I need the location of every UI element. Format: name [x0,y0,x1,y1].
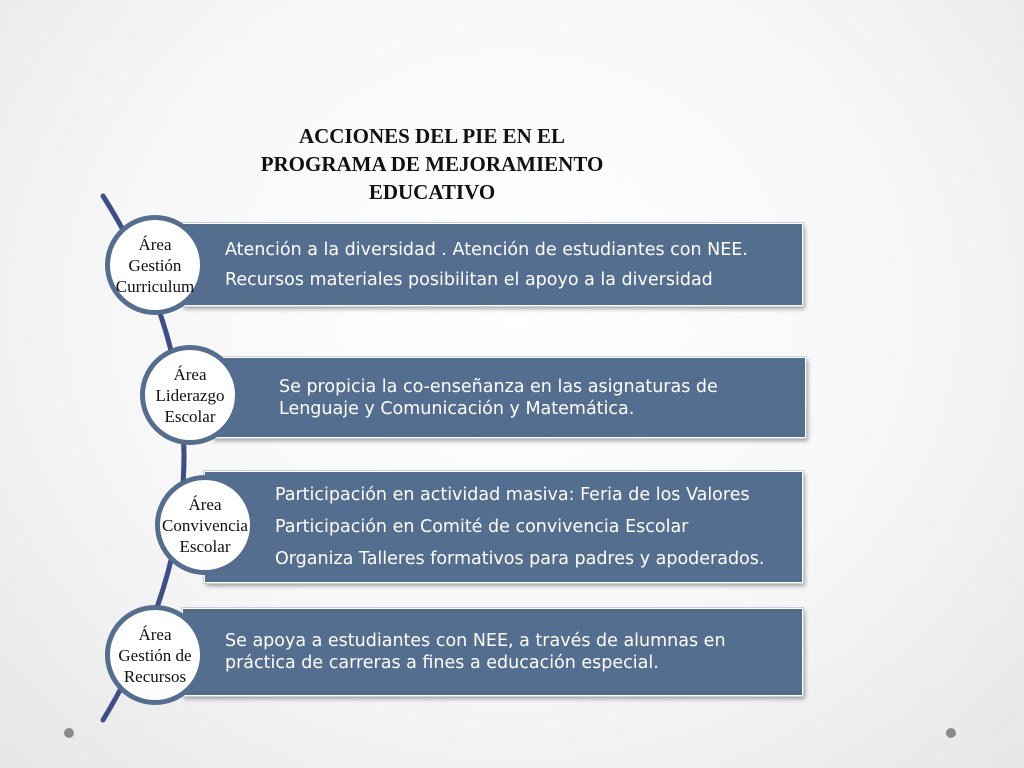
title-line: ACCIONES DEL PIE EN EL [298,124,566,148]
circle-label-line: Curriculum [115,276,195,296]
circle-label-line: Área [188,494,222,514]
area-circle-gestion-recursos [105,605,205,705]
bar-item: Recursos materiales posibilitan el apoyo a la diversidad [225,269,713,290]
area-circle-convivencia-escolar [155,475,255,575]
circle-label-line: Área [138,624,172,644]
bar-item: Se propicia la co-enseñanza en las asignaturas de [279,376,718,397]
decorative-dot-right [946,728,956,738]
bar-item: Atención a la diversidad . Atención de estudiantes con NEE. [225,239,748,260]
bar-item: Participación en actividad masiva: Feria de los Valores [275,485,750,505]
circle-label-line: Liderazgo [155,385,225,405]
circle-label-line: Escolar [164,406,216,426]
area-convivencia-escolar-bar [204,471,803,583]
circle-label-line: Gestión de [118,645,192,665]
circle-label-line: Gestión [128,255,182,275]
bar-item: práctica de carreras a fines a educación especial. [225,653,659,673]
title-line: PROGRAMA DE MEJORAMIENTO [260,152,604,176]
decorative-dot-left [64,728,74,738]
bar-item: Se apoya a estudiantes con NEE, a través de alumnas en [225,631,726,651]
circle-label-line: Convivencia [162,515,248,535]
circle-label-line: Recursos [123,666,187,686]
bar-item: Organiza Talleres formativos para padres y apoderados. [275,549,765,569]
circle-label-line: Área [138,234,172,254]
area-gestion-curriculum-bar [182,223,803,306]
area-circle-gestion-curriculum [105,215,205,315]
title-line: EDUCATIVO [368,180,496,204]
circle-label-line: Área [173,364,207,384]
area-circle-liderazgo-escolar [140,345,240,445]
bar-item: Lenguaje y Comunicación y Matemática. [279,398,635,419]
area-gestion-recursos-bar [182,608,803,696]
area-liderazgo-escolar-bar [212,357,806,438]
bar-item: Participación en Comité de convivencia Escolar [275,517,689,537]
diagram-title [232,122,632,206]
circle-label-line: Escolar [179,536,231,556]
